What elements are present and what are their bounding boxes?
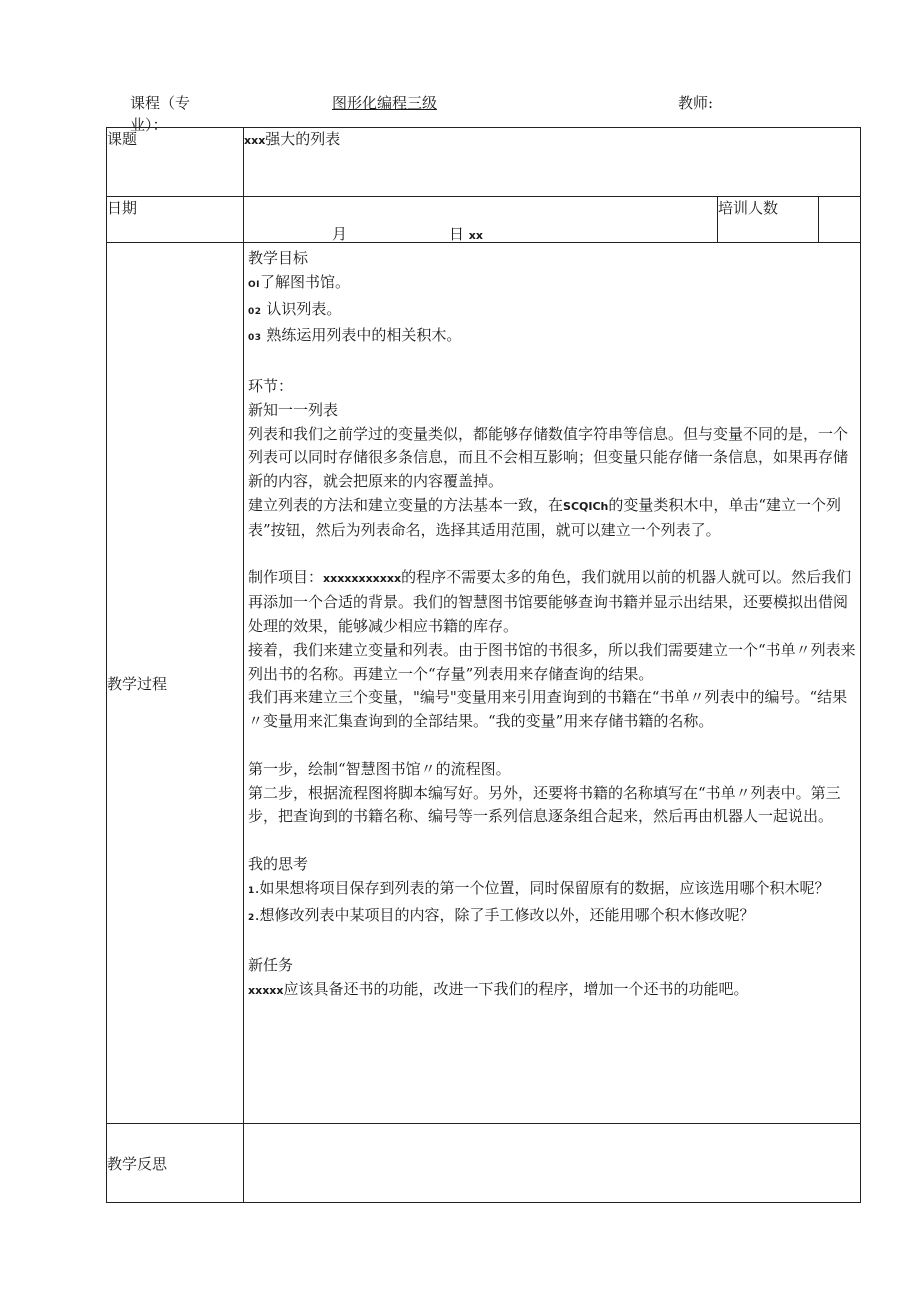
scratch-name: SCQICh xyxy=(563,499,609,513)
goal-num: OI xyxy=(248,279,260,290)
process-content xyxy=(244,243,861,1124)
para2-a: 建立列表的方法和建立变量的方法基本一致，在 xyxy=(248,495,564,514)
process-label: 教学过程 xyxy=(107,243,244,1124)
question-item xyxy=(248,904,856,931)
date-month: 月 xyxy=(332,225,348,243)
step-one: 第一步，绘制“智慧图书馆〃的流程图。 xyxy=(248,759,511,778)
date-day xyxy=(449,223,483,244)
goal-text: 熟练运用列表中的相关积木。 xyxy=(266,326,462,345)
goal-item xyxy=(248,324,856,351)
reflection-content xyxy=(244,1124,861,1203)
topic-prefix: xxx xyxy=(244,134,266,147)
thinking-title: 我的思考 xyxy=(248,854,309,873)
paragraph-variables-lists: 接着，我们来建立变量和列表。由于图书馆的书很多，所以我们需要建立一个“书单〃列表来列出书的名称。再建立一个“存量”列表用来存储查询的结果。 xyxy=(248,640,856,683)
topic-label: 课题 xyxy=(107,128,244,197)
goal-text: 认识列表。 xyxy=(266,299,342,318)
topic-text: 强大的列表 xyxy=(265,130,341,148)
paragraph-list-intro: 列表和我们之前学过的变量类似，都能够存储数值字符串等信息。但与变量不同的是，一个列表可以同时存储很多条信息，而且不会相互影响；但变量只能存储一条信息，如果再存储新的内容，就会把原来的内容覆盖掉。 xyxy=(248,424,849,491)
subsection-title: 新知一一列表 xyxy=(248,400,339,419)
task-code: xxxxx xyxy=(248,983,284,997)
trainee-count-label: 培训人数 xyxy=(718,197,819,243)
question-text: .如果想将项目保存到列表的第一个位置，同时保留原有的数据，应该选用哪个积木呢？ xyxy=(254,878,830,897)
date-day-label: 日 xyxy=(449,225,465,243)
date-suffix: xx xyxy=(468,229,483,242)
course-label: 课程（专业）： xyxy=(130,94,191,134)
topic-value xyxy=(244,128,861,197)
project-b: 的程序不需要太多的角色，我们就用以前的机器人就可以。然后我们再添加一个合适的背景。我们的智慧图书馆要能够查询书籍并显示出结果，还要模拟出借阅处理的效果，能够减少相应书籍的库存。 xyxy=(248,568,852,635)
course-value: 图形化编程三级 xyxy=(332,94,438,112)
date-row xyxy=(107,197,861,243)
section-title: 环节： xyxy=(248,376,294,395)
goal-item xyxy=(248,298,856,325)
lesson-plan-table xyxy=(106,127,861,1203)
question-item xyxy=(248,877,856,904)
para2-b: 的变量类积木中，单击“建立一个列表”按钮，然后为列表命名，选择其适用范围，就可以建立一个列表了。 xyxy=(248,495,842,539)
project-a: 制作项目： xyxy=(248,568,324,587)
goal-num: 03 xyxy=(248,333,262,344)
date-value xyxy=(244,197,718,243)
goal-text: 了解图书馆。 xyxy=(260,272,351,291)
teacher-label: 教师: xyxy=(678,94,714,112)
process-row xyxy=(107,243,861,1124)
task-body: 应该具备还书的功能，改进一下我们的程序，增加一个还书的功能吧。 xyxy=(283,979,749,998)
task-text xyxy=(248,978,856,1003)
question-num: 1 xyxy=(248,885,255,896)
paragraph-create-list xyxy=(248,494,856,543)
question-text: .想修改列表中某项目的内容，除了手工修改以外，还能用哪个积木修改呢？ xyxy=(254,905,755,924)
topic-row xyxy=(107,128,861,197)
step-two-three: 第二步，根据流程图将脚本编写好。另外，还要将书籍的名称填写在“书单〃列表中。第三步，把查询到的书籍名称、编号等一系列信息逐条组合起来，然后再由机器人一起说出。 xyxy=(248,783,841,826)
goals-title: 教学目标 xyxy=(248,249,309,267)
trainee-count-value xyxy=(819,197,861,243)
project-code: xxxxxxxxxxx xyxy=(323,572,402,586)
date-label: 日期 xyxy=(107,197,244,243)
goal-item xyxy=(248,271,856,298)
paragraph-project xyxy=(248,566,856,638)
goal-num: 02 xyxy=(248,306,262,317)
reflection-label: 教学反思 xyxy=(107,1124,244,1203)
reflection-row xyxy=(107,1124,861,1203)
task-title: 新任务 xyxy=(248,956,294,975)
question-num: 2 xyxy=(248,912,255,923)
paragraph-three-variables: 我们再来建立三个变量，"编号"变量用来引用查询到的书籍在“书单〃列表中的编号。“结果〃变量用来汇集查询到的全部结果。“我的变量”用来存储书籍的名称。 xyxy=(248,688,848,731)
